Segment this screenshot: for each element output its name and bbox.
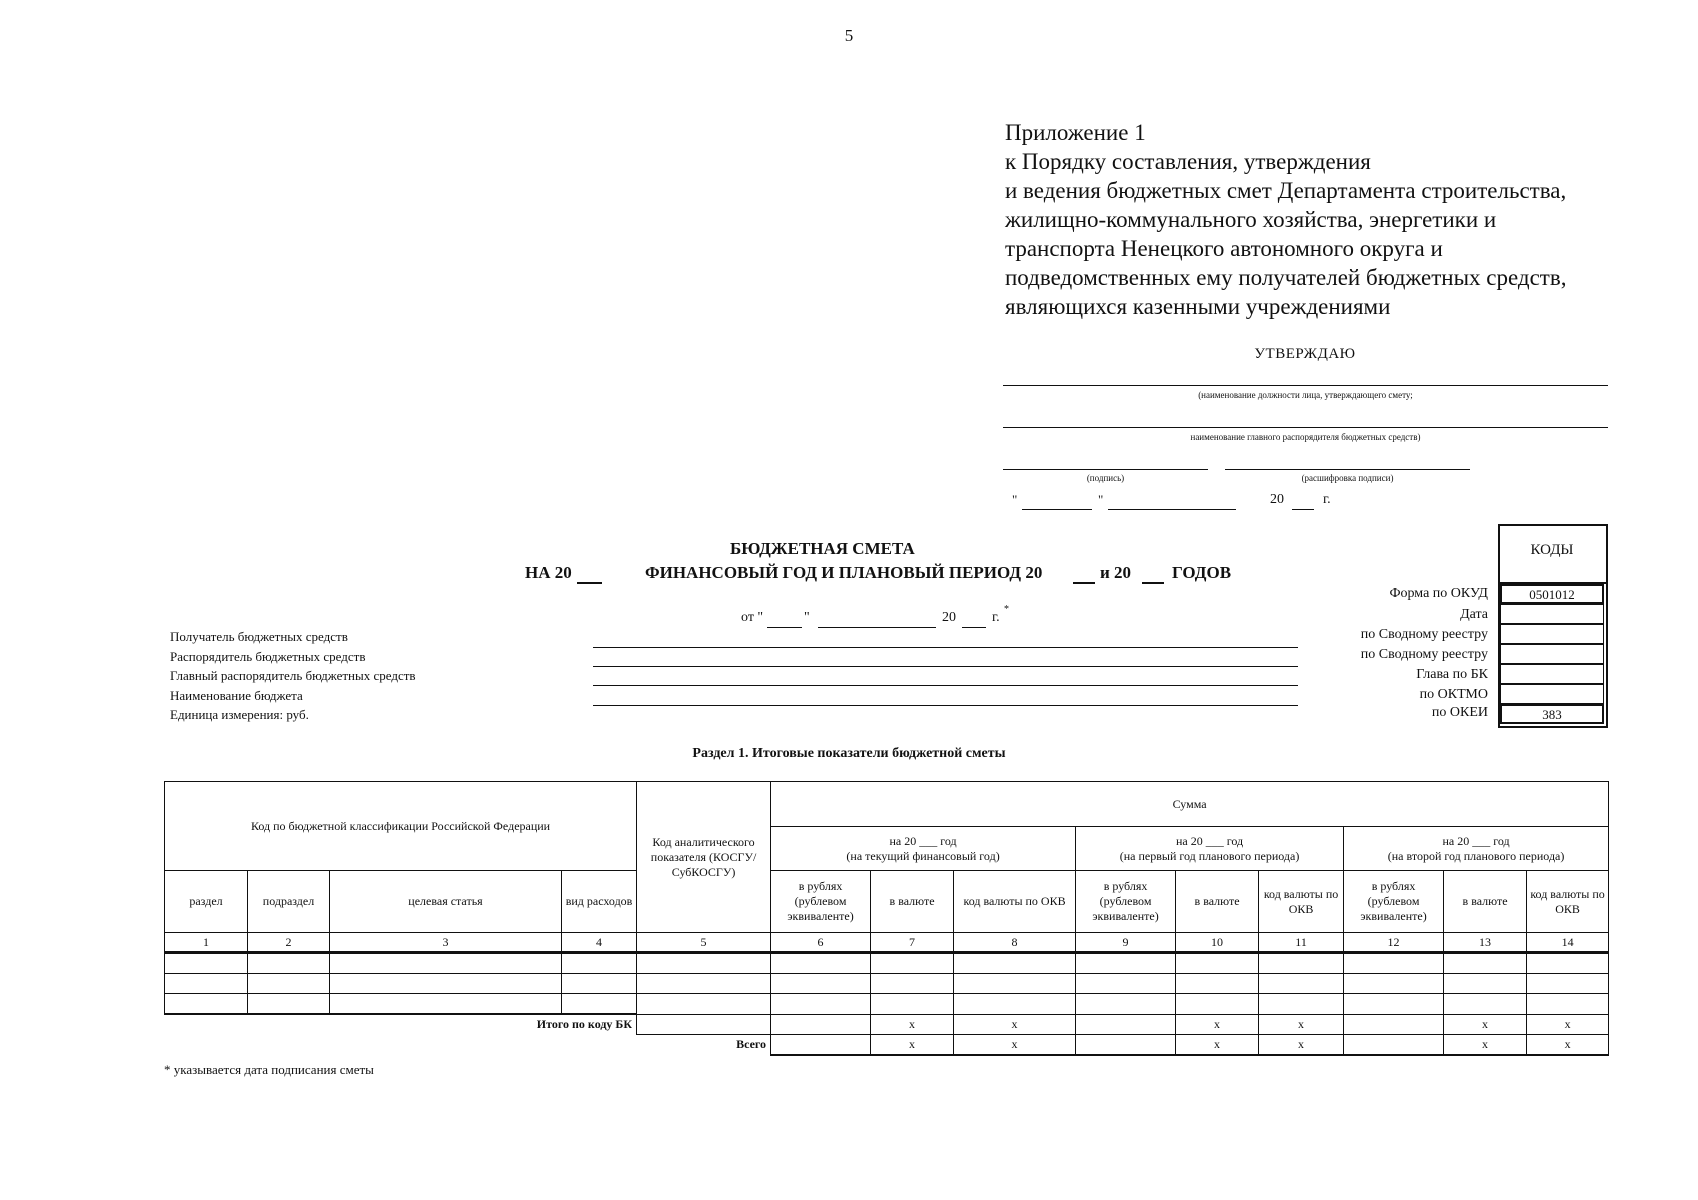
table-cell[interactable] (637, 953, 771, 974)
x-mark: x (1527, 1034, 1609, 1055)
total-bk-cell[interactable] (1076, 1014, 1176, 1034)
table-cell[interactable] (248, 953, 330, 974)
year-second-label: на 20 ___ год (1442, 833, 1510, 848)
code-label-registry: по Сводному реестру (1360, 627, 1488, 642)
appendix-line: и ведения бюджетных смет Департамента строительства, (1005, 178, 1567, 203)
x-mark: x (1444, 1014, 1527, 1034)
approval-date-year-line (1292, 509, 1314, 510)
total-all-row (165, 1034, 1609, 1055)
title-year-blank-2 (1073, 582, 1095, 584)
column-number: 3 (330, 933, 562, 953)
table-cell[interactable] (248, 994, 330, 1015)
table-cell[interactable] (1444, 953, 1527, 974)
requisite-recipient: Получатель бюджетных средств (170, 629, 348, 644)
total-all-label: Всего (165, 1034, 771, 1055)
x-mark: x (1259, 1034, 1344, 1055)
code-value-registry[interactable] (1500, 624, 1604, 644)
table-cell[interactable] (1259, 994, 1344, 1015)
table-cell[interactable] (330, 994, 562, 1015)
document-date-asterisk: * (1004, 604, 1009, 615)
total-bk-cell[interactable] (637, 1014, 771, 1034)
document-date-from: от " (741, 610, 764, 625)
col-subsection: подраздел (248, 871, 330, 933)
table-cell[interactable] (1527, 974, 1609, 994)
table-cell[interactable] (1527, 994, 1609, 1015)
col-rub-current: в рублях (рублевом эквиваленте) (771, 871, 871, 933)
signature-decoding-line (1225, 469, 1470, 470)
appendix-block (1005, 118, 1566, 321)
column-number: 6 (771, 933, 871, 953)
code-value-registry-2[interactable] (1500, 644, 1604, 664)
col-currency-first: в валюте (1176, 871, 1259, 933)
table-cell[interactable] (1176, 953, 1259, 974)
column-number: 12 (1344, 933, 1444, 953)
table-cell[interactable] (1176, 994, 1259, 1015)
table-cell[interactable] (637, 974, 771, 994)
table-cell[interactable] (248, 974, 330, 994)
approval-date-suffix: г. (1323, 492, 1331, 507)
appendix-line: подведомственных ему получателей бюджетных средств, (1005, 265, 1567, 290)
column-number: 9 (1076, 933, 1176, 953)
table-cell[interactable] (1527, 953, 1609, 974)
table-cell[interactable] (1344, 994, 1444, 1015)
approval-date-year: 20 (1270, 492, 1284, 507)
year-first-sub: (на первый год планового периода) (1119, 848, 1300, 863)
approval-manager-caption: наименование главного распорядителя бюджетных средств) (1190, 432, 1421, 442)
total-all-cell[interactable] (1076, 1034, 1176, 1055)
column-number: 13 (1444, 933, 1527, 953)
column-number: 8 (954, 933, 1076, 953)
appendix-line: жилищно-коммунального хозяйства, энергетики и (1005, 207, 1497, 232)
table-cell[interactable] (771, 974, 871, 994)
approval-position-line (1003, 385, 1608, 386)
col-expense-type: вид расходов (562, 871, 637, 933)
appendix-line: транспорта Ненецкого автономного округа и (1005, 236, 1443, 261)
requisite-budget-name: Наименование бюджета (170, 688, 303, 703)
total-all-cell[interactable] (771, 1034, 871, 1055)
year-second-sub: (на второй год планового периода) (1387, 848, 1565, 863)
column-numbers-row (165, 933, 1609, 953)
approval-date-day-line (1022, 509, 1092, 510)
header-year-current (771, 827, 1076, 871)
header-year-second (1344, 827, 1609, 871)
document-title-and: и 20 (1100, 563, 1132, 582)
header-analytic-code: Код аналитического показателя (КОСГУ/ СубКОСГУ) (637, 782, 771, 933)
table-cell[interactable] (954, 953, 1076, 974)
col-okv-second: код валюты по ОКВ (1527, 871, 1609, 933)
document-date-suffix: г. (992, 610, 1000, 625)
total-bk-label: Итого по коду БК (165, 1014, 637, 1034)
x-mark: x (871, 1014, 954, 1034)
title-year-blank (577, 582, 602, 584)
approval-position-caption: (наименование должности лица, утверждающего смету; (1198, 390, 1413, 400)
code-label-oktmo: по ОКТМО (1419, 687, 1488, 702)
signature-line (1003, 469, 1208, 470)
requisite-line (593, 647, 1298, 648)
table-row[interactable] (165, 953, 1609, 974)
document-date-month-line (818, 627, 936, 628)
appendix-line: являющихся казенными учреждениями (1005, 294, 1391, 319)
table-cell[interactable] (562, 953, 637, 974)
col-okv-current: код валюты по ОКВ (954, 871, 1076, 933)
col-target: целевая статья (330, 871, 562, 933)
table-cell[interactable] (871, 994, 954, 1015)
column-number: 2 (248, 933, 330, 953)
approval-date-quote-close: " (1098, 492, 1104, 507)
page-number: 5 (844, 26, 854, 45)
column-number: 5 (637, 933, 771, 953)
col-rub-second: в рублях (рублевом эквиваленте) (1344, 871, 1444, 933)
col-currency-second: в валюте (1444, 871, 1527, 933)
year-first-label: на 20 ___ год (1175, 833, 1244, 848)
table-cell[interactable] (330, 974, 562, 994)
table-cell[interactable] (562, 974, 637, 994)
code-label-date: Дата (1460, 607, 1488, 622)
column-number: 10 (1176, 933, 1259, 953)
document-date-quote: " (804, 610, 810, 625)
section-title: Раздел 1. Итоговые показатели бюджетной сметы (692, 746, 1006, 761)
year-current-label: на 20 ___ год (889, 833, 957, 848)
table-cell[interactable] (1076, 994, 1176, 1015)
total-bk-row (165, 1014, 1609, 1034)
table-cell[interactable] (1444, 974, 1527, 994)
column-number: 11 (1259, 933, 1344, 953)
total-bk-cell[interactable] (1344, 1014, 1444, 1034)
table-cell[interactable] (1259, 953, 1344, 974)
requisite-unit: Единица измерения: руб. (170, 707, 309, 722)
table-cell[interactable] (771, 953, 871, 974)
header-sum: Сумма (771, 782, 1609, 827)
requisite-line (593, 705, 1298, 706)
signature-decoding-caption: (расшифровка подписи) (1301, 473, 1394, 483)
col-rub-first: в рублях (рублевом эквиваленте) (1076, 871, 1176, 933)
code-value-date[interactable] (1500, 604, 1604, 624)
table-cell[interactable] (954, 994, 1076, 1015)
column-number: 4 (562, 933, 637, 953)
x-mark: x (1527, 1014, 1609, 1034)
document-title-prefix: НА 20 (525, 563, 572, 582)
table-cell[interactable] (562, 994, 637, 1015)
x-mark: x (1176, 1014, 1259, 1034)
table-cell[interactable] (1444, 994, 1527, 1015)
document-date-day-line (767, 627, 802, 628)
x-mark: x (871, 1034, 954, 1055)
col-okv-first: код валюты по ОКВ (1259, 871, 1344, 933)
title-year-blank-3 (1142, 582, 1164, 584)
table-row[interactable] (165, 974, 1609, 994)
table-cell[interactable] (165, 994, 248, 1015)
table-cell[interactable] (330, 953, 562, 974)
appendix-line: Приложение 1 (1005, 120, 1146, 145)
table-cell[interactable] (1259, 974, 1344, 994)
document-date-year-line (962, 627, 986, 628)
approval-date-month-line (1108, 509, 1236, 510)
total-bk-cell[interactable] (771, 1014, 871, 1034)
x-mark: x (1259, 1014, 1344, 1034)
table-cell[interactable] (637, 994, 771, 1015)
code-label-okei: по ОКЕИ (1431, 705, 1488, 720)
col-currency-current: в валюте (871, 871, 954, 933)
code-value-oktmo[interactable] (1500, 684, 1604, 704)
column-number: 1 (165, 933, 248, 953)
approval-date-quote-open: " (1012, 492, 1018, 507)
table-cell[interactable] (871, 974, 954, 994)
budget-table (164, 781, 1609, 1056)
x-mark: x (954, 1034, 1076, 1055)
table-cell[interactable] (1076, 974, 1176, 994)
requisite-line (593, 685, 1298, 686)
footnote: * указывается дата подписания сметы (164, 1062, 374, 1077)
table-cell[interactable] (1344, 974, 1444, 994)
column-number: 14 (1527, 933, 1609, 953)
col-section: раздел (165, 871, 248, 933)
code-label-okud: Форма по ОКУД (1389, 586, 1488, 601)
signature-caption: (подпись) (1086, 473, 1125, 483)
table-cell[interactable] (1076, 953, 1176, 974)
code-value-okud[interactable]: 0501012 (1500, 584, 1604, 604)
table-row[interactable] (165, 994, 1609, 1015)
x-mark: x (954, 1014, 1076, 1034)
table-cell[interactable] (771, 994, 871, 1015)
x-mark: x (1444, 1034, 1527, 1055)
column-number: 7 (871, 933, 954, 953)
table-cell[interactable] (1344, 953, 1444, 974)
table-cell[interactable] (165, 953, 248, 974)
appendix-line: к Порядку составления, утверждения (1005, 149, 1371, 174)
approval-title: УТВЕРЖДАЮ (1254, 346, 1356, 362)
codes-header: КОДЫ (1530, 542, 1574, 558)
requisite-line (593, 666, 1298, 667)
requisite-chief-manager: Главный распорядитель бюджетных средств (170, 668, 416, 683)
code-label-chapter: Глава по БК (1416, 667, 1488, 682)
total-all-cell[interactable] (1344, 1034, 1444, 1055)
code-label-registry-2: по Сводному реестру (1360, 647, 1488, 662)
table-cell[interactable] (871, 953, 954, 974)
header-year-first (1076, 827, 1344, 871)
code-value-chapter[interactable] (1500, 664, 1604, 684)
header-classification: Код по бюджетной классификации Российской Федерации (165, 782, 637, 871)
table-cell[interactable] (954, 974, 1076, 994)
approval-manager-line (1003, 427, 1608, 428)
table-cell[interactable] (1176, 974, 1259, 994)
document-title: БЮДЖЕТНАЯ СМЕТА (730, 539, 915, 558)
year-current-sub: (на текущий финансовый год) (846, 848, 1000, 863)
code-value-okei[interactable]: 383 (1500, 704, 1604, 724)
requisite-manager: Распорядитель бюджетных средств (170, 649, 366, 664)
table-cell[interactable] (165, 974, 248, 994)
x-mark: x (1176, 1034, 1259, 1055)
document-title-middle: ФИНАНСОВЫЙ ГОД И ПЛАНОВЫЙ ПЕРИОД 20 (645, 563, 1043, 582)
document-date-year: 20 (942, 610, 956, 625)
document-title-suffix: ГОДОВ (1172, 563, 1232, 582)
